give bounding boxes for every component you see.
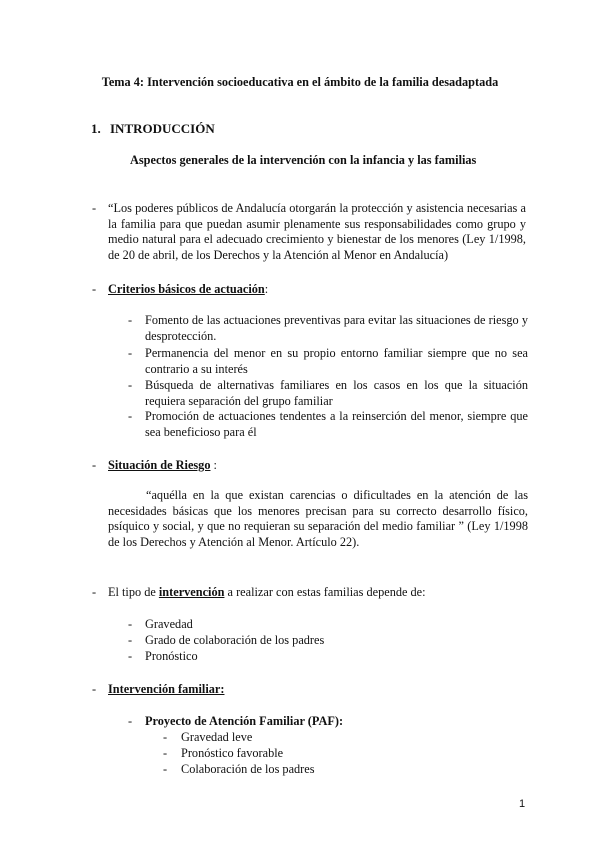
paf-item: Gravedad leve (181, 730, 253, 744)
bullet-dash: - (163, 730, 168, 744)
section-number: 1. (91, 121, 101, 136)
tipo-item: Grado de colaboración de los padres (145, 633, 325, 647)
intervencion-heading: Intervención familiar: (108, 682, 225, 696)
bullet-dash: - (128, 714, 133, 728)
criterios-item: Promoción de actuaciones tendentes a la reinserción del menor, siempre que sea beneficioso para él (145, 409, 528, 439)
tipo-bold: intervención (158, 585, 225, 599)
tipo-item: Gravedad (145, 617, 193, 631)
riesgo-label: Situación de Riesgo (108, 458, 211, 472)
bullet-dash: - (128, 649, 133, 663)
tipo-intervencion-line (108, 585, 426, 601)
law-quote-paragraph: “Los poderes públicos de Andalucía otorgarán la protección y asistencia necesarias a la familia para que puedan asumir plenamente sus responsabilidades como grupo y medio natural para el adecuado crecimiento y bienestar de los menores (Ley 1/1998, de 20 de abril, de los Derechos y la Atención al Menor en Andalucía) (108, 201, 526, 262)
bullet-dash: - (128, 378, 133, 392)
criterios-item: Permanencia del menor en su propio entorno familiar siempre que no sea contrario a su interés (145, 346, 528, 376)
tipo-item: Pronóstico (145, 649, 198, 663)
paf-item: Pronóstico favorable (181, 746, 284, 760)
bullet-dash: - (92, 585, 97, 599)
section-heading (91, 121, 215, 137)
paf-heading: Proyecto de Atención Familiar (PAF): (145, 714, 344, 728)
criterios-suffix: : (264, 282, 269, 296)
riesgo-suffix: : (210, 458, 217, 472)
bullet-dash: - (128, 313, 133, 327)
criterios-item: Fomento de las actuaciones preventivas para evitar las situaciones de riesgo y desprotección. (145, 313, 528, 343)
bullet-dash: - (92, 458, 97, 472)
bullet-dash: - (92, 282, 97, 296)
tipo-prefix: El tipo de (108, 585, 159, 599)
bullet-dash: - (128, 346, 133, 360)
riesgo-heading (108, 458, 217, 474)
bullet-dash: - (92, 201, 97, 215)
bullet-dash: - (163, 762, 168, 776)
bullet-dash: - (128, 633, 133, 647)
bullet-dash: - (128, 617, 133, 631)
criterios-label: Criterios básicos de actuación (108, 282, 265, 296)
paf-item: Colaboración de los padres (181, 762, 315, 776)
bullet-dash: - (128, 409, 133, 423)
section-title: INTRODUCCIÓN (110, 121, 215, 136)
criterios-item: Búsqueda de alternativas familiares en los casos en los que la situación requiera separación del grupo familiar (145, 378, 528, 408)
page-number: 1 (519, 798, 526, 810)
riesgo-quote-paragraph: “aquélla en la que existan carencias o dificultades en la atención de las necesidades básicas que los menores precisan para su correcto desarrollo físico, psíquico y social, y que no requieran su separación del medio familiar ” (Ley 1/1998 de los Derechos y Atención al Menor. Artículo 22). (108, 488, 528, 549)
section-subtitle: Aspectos generales de la intervención con la infancia y las familias (130, 153, 477, 167)
tipo-suffix: a realizar con estas familias depende de: (224, 585, 426, 599)
bullet-dash: - (163, 746, 168, 760)
document-title: Tema 4: Intervención socioeducativa en el ámbito de la familia desadaptada (101, 75, 499, 89)
bullet-dash: - (92, 682, 97, 696)
criterios-heading (108, 282, 268, 298)
